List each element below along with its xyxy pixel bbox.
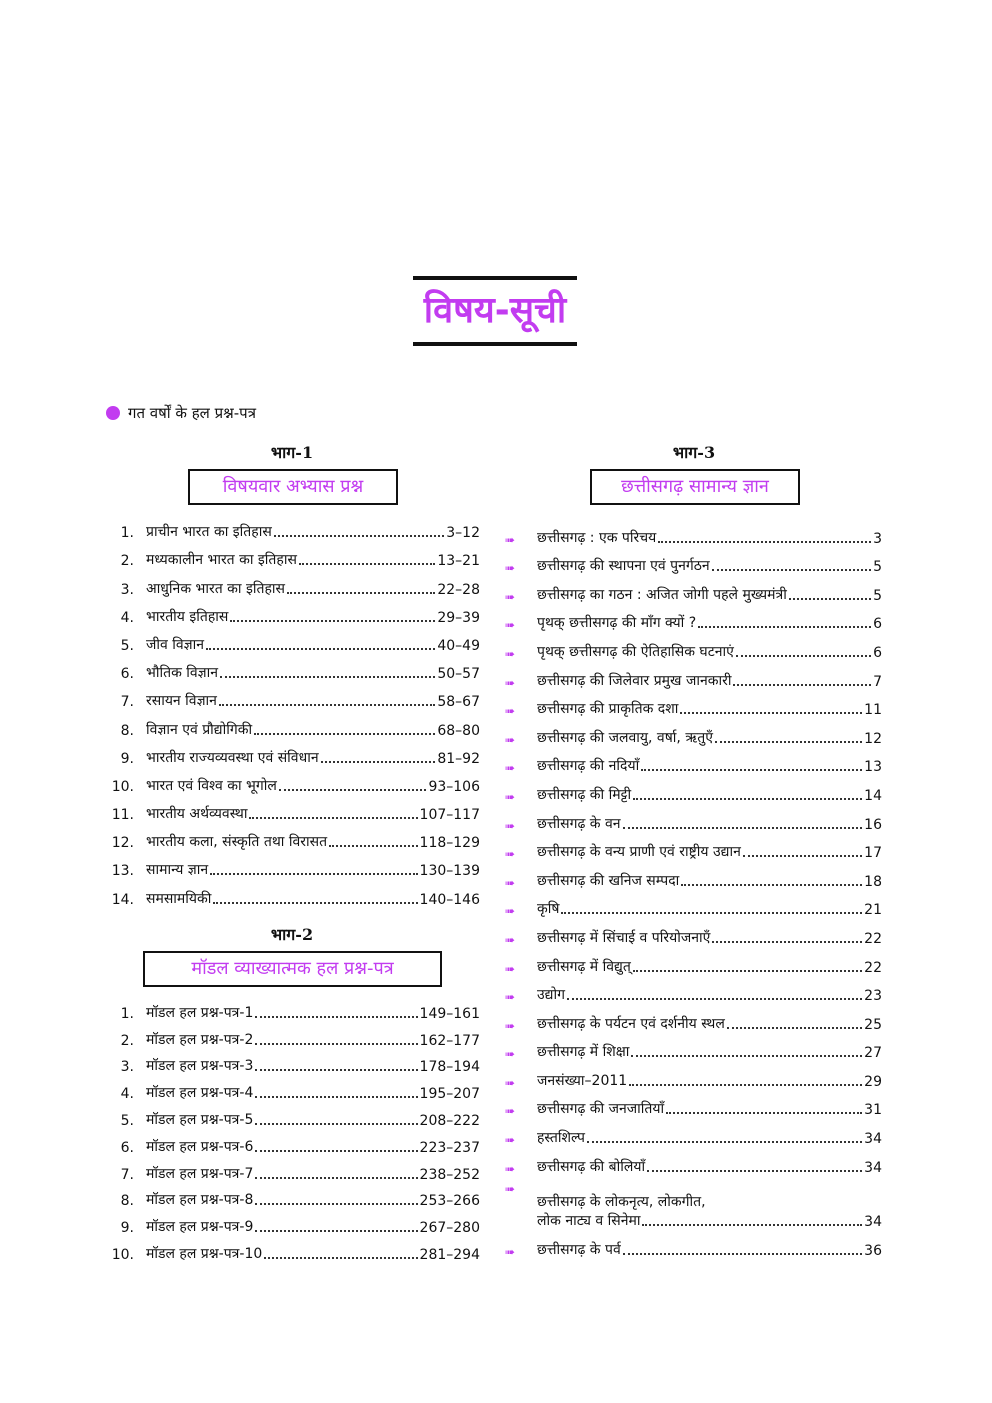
entry-page: 34 xyxy=(864,1213,882,1230)
entry-title: मध्यकालीन भारत का इतिहास xyxy=(146,552,297,569)
entry-page: 36 xyxy=(864,1242,882,1259)
toc-entry xyxy=(505,1090,882,1119)
entry-title: हस्तशिल्प xyxy=(537,1130,585,1147)
toc-entry xyxy=(100,1049,480,1076)
entry-page: 281–294 xyxy=(419,1246,480,1263)
entry-number: 6. xyxy=(120,666,134,683)
toc-entry xyxy=(100,654,480,682)
arrow-bullet-icon: ➠ xyxy=(505,1075,516,1090)
toc-entry xyxy=(100,1156,480,1183)
entry-page: 81–92 xyxy=(437,750,480,767)
entry-title-cont: लोक नाट्य व सिनेमा xyxy=(537,1212,641,1229)
arrow-bullet-icon: ➠ xyxy=(505,1244,516,1259)
entry-title: पृथक् छत्तीसगढ़ की माँग क्यों ? xyxy=(537,615,697,632)
arrow-bullet-icon: ➠ xyxy=(505,561,516,576)
entry-title: मॉडल हल प्रश्न-पत्र-6 xyxy=(146,1138,254,1155)
dot-leader xyxy=(274,535,444,537)
arrow-bullet-icon: ➠ xyxy=(505,1047,516,1062)
toc-entry xyxy=(505,1033,882,1062)
entry-title: मॉडल हल प्रश्न-पत्र-3 xyxy=(146,1058,254,1075)
entry-title: भारतीय अर्थव्यवस्था xyxy=(146,806,248,823)
entry-title: मॉडल हल प्रश्न-पत्र-9 xyxy=(146,1219,254,1236)
dot-leader xyxy=(254,733,435,735)
entry-title: पृथक् छत्तीसगढ़ की ऐतिहासिक घटनाएं xyxy=(537,643,734,660)
entry-page: 3 xyxy=(873,530,882,547)
entry-title: छत्तीसगढ़ : एक परिचय xyxy=(537,529,657,546)
entry-number: 14. xyxy=(111,891,134,908)
entry-page: 149–161 xyxy=(419,1005,480,1022)
toc-entry xyxy=(100,626,480,654)
dot-leader xyxy=(255,1177,417,1179)
part2-box: मॉडल व्याख्यात्मक हल प्रश्न-पत्र xyxy=(143,951,442,987)
entry-number: 1. xyxy=(120,525,134,542)
entry-title: छत्तीसगढ़ की जनजातियाँ xyxy=(537,1101,665,1118)
entry-page: 195–207 xyxy=(419,1086,480,1103)
part2-list xyxy=(100,995,480,1263)
entry-number: 3. xyxy=(120,1059,134,1076)
entry-title: छत्तीसगढ़ की मिट्टी xyxy=(537,786,632,803)
entry-title: मॉडल हल प्रश्न-पत्र-10 xyxy=(146,1245,263,1262)
toc-entry xyxy=(100,1236,480,1263)
entry-title: छत्तीसगढ़ के वन xyxy=(537,815,621,832)
entry-page: 93–106 xyxy=(428,778,480,795)
part1-box: विषयवार अभ्यास प्रश्न xyxy=(188,469,398,505)
entry-page: 14 xyxy=(864,787,882,804)
arrow-bullet-icon: ➠ xyxy=(505,789,516,804)
toc-entry xyxy=(100,879,480,907)
entry-title: आधुनिक भारत का इतिहास xyxy=(146,580,285,597)
entry-page: 16 xyxy=(864,816,882,833)
entry-page: 5 xyxy=(873,559,882,576)
toc-entry xyxy=(100,541,480,569)
entry-title: मॉडल हल प्रश्न-पत्र-4 xyxy=(146,1085,254,1102)
part2-label: भाग-2 xyxy=(270,925,314,944)
entry-number: 10. xyxy=(111,778,134,795)
entry-page: 22–28 xyxy=(437,581,480,598)
entry-page: 17 xyxy=(864,845,882,862)
toc-entry xyxy=(100,995,480,1022)
toc-entry xyxy=(505,1061,882,1090)
dot-leader xyxy=(743,855,862,857)
dot-leader xyxy=(629,1084,862,1086)
toc-entry xyxy=(505,833,882,862)
dot-leader xyxy=(264,1257,417,1259)
toc-entry xyxy=(100,1075,480,1102)
dot-leader xyxy=(567,998,862,1000)
entry-page: 140–146 xyxy=(419,891,480,908)
entry-title: जीव विज्ञान xyxy=(146,636,205,653)
arrow-bullet-icon: ➠ xyxy=(505,704,516,719)
entry-page: 7 xyxy=(873,673,882,690)
entry-number: 4. xyxy=(120,1086,134,1103)
toc-entry xyxy=(505,976,882,1005)
arrow-bullet-icon: ➠ xyxy=(505,847,516,862)
entry-number: 7. xyxy=(120,694,134,711)
entry-page: 162–177 xyxy=(419,1032,480,1049)
toc-entry xyxy=(100,682,480,710)
dot-leader xyxy=(249,817,417,819)
arrow-bullet-icon: ➠ xyxy=(505,818,516,833)
entry-page: 11 xyxy=(864,702,882,719)
arrow-bullet-icon: ➠ xyxy=(505,732,516,747)
entry-page: 3–12 xyxy=(446,525,480,542)
entry-title: छत्तीसगढ़ में विद्युत् xyxy=(537,958,631,975)
entry-number: 8. xyxy=(120,722,134,739)
part3-box: छत्तीसगढ़ सामान्य ज्ञान xyxy=(590,469,800,505)
entry-page: 238–252 xyxy=(419,1166,480,1183)
entry-title: छत्तीसगढ़ की नदियाँ xyxy=(537,758,640,775)
entry-title: छत्तीसगढ़ के वन्य प्राणी एवं राष्ट्रीय उद्यान xyxy=(537,844,741,861)
entry-page: 21 xyxy=(864,902,882,919)
arrow-bullet-icon: ➠ xyxy=(505,589,516,604)
entry-title: छत्तीसगढ़ का गठन : अजित जोगी पहले मुख्यमंत्री xyxy=(537,586,787,603)
toc-entry xyxy=(505,890,882,919)
entry-title: रसायन विज्ञान xyxy=(146,693,217,710)
entry-title: भौतिक विज्ञान xyxy=(146,665,219,682)
entry-title: मॉडल हल प्रश्न-पत्र-7 xyxy=(146,1165,254,1182)
entry-title: छत्तीसगढ़ के पर्व xyxy=(537,1241,621,1258)
dot-leader xyxy=(631,1055,862,1057)
dot-leader xyxy=(255,1150,417,1152)
entry-title: मॉडल हल प्रश्न-पत्र-2 xyxy=(146,1031,254,1048)
toc-entry xyxy=(100,1102,480,1129)
toc-entry xyxy=(100,851,480,879)
toc-entry xyxy=(100,823,480,851)
arrow-bullet-icon: ➠ xyxy=(505,990,516,1005)
dot-leader xyxy=(789,598,871,600)
entry-page: 29 xyxy=(864,1073,882,1090)
dot-leader xyxy=(623,1253,862,1255)
entry-number: 5. xyxy=(120,637,134,654)
entry-page: 5 xyxy=(873,587,882,604)
dot-leader xyxy=(255,1043,417,1045)
arrow-bullet-icon: ➠ xyxy=(505,904,516,919)
dot-leader xyxy=(681,884,862,886)
title-frame xyxy=(413,276,577,346)
part3-label: भाग-3 xyxy=(672,443,716,462)
dot-leader xyxy=(623,827,863,829)
entry-title: उद्योग xyxy=(537,987,565,1004)
entry-page: 58–67 xyxy=(437,694,480,711)
entry-number: 3. xyxy=(120,581,134,598)
toc-entry xyxy=(100,710,480,738)
toc-entry xyxy=(505,1004,882,1033)
entry-page: 31 xyxy=(864,1102,882,1119)
entry-title: छत्तीसगढ़ की जलवायु, वर्षा, ऋतुएँ xyxy=(537,729,713,746)
toc-entry xyxy=(100,1022,480,1049)
toc-entry xyxy=(100,739,480,767)
toc-entry xyxy=(505,661,882,690)
dot-leader xyxy=(733,684,871,686)
dot-leader xyxy=(666,1112,862,1114)
dot-leader xyxy=(698,626,871,628)
entry-page: 107–117 xyxy=(419,807,480,824)
entry-page: 22 xyxy=(864,930,882,947)
arrow-bullet-icon: ➠ xyxy=(505,761,516,776)
entry-page: 18 xyxy=(864,873,882,890)
entry-title: सामान्य ज्ञान xyxy=(146,862,209,879)
entry-number: 9. xyxy=(120,1220,134,1237)
entry-title: कृषि xyxy=(537,901,560,918)
entry-title: छत्तीसगढ़ की खनिज सम्पदा xyxy=(537,872,680,889)
entry-page: 27 xyxy=(864,1045,882,1062)
arrow-bullet-icon: ➠ xyxy=(505,1104,516,1119)
page-title: विषय-सूची xyxy=(423,290,567,331)
toc-entry xyxy=(100,598,480,626)
arrow-bullet-icon: ➠ xyxy=(505,961,516,976)
entry-page: 6 xyxy=(873,644,882,661)
entry-page: 178–194 xyxy=(419,1059,480,1076)
toc-entry xyxy=(505,690,882,719)
dot-leader xyxy=(633,970,862,972)
entry-title: समसामयिकी xyxy=(146,890,212,907)
dot-leader xyxy=(633,798,862,800)
arrow-bullet-icon: ➠ xyxy=(505,1133,516,1148)
dot-leader xyxy=(299,563,435,565)
toc-entry xyxy=(505,575,882,604)
toc-entry xyxy=(505,632,882,661)
toc-entry xyxy=(505,1118,882,1147)
toc-entry xyxy=(505,947,882,976)
entry-page: 34 xyxy=(864,1131,882,1148)
dot-leader xyxy=(680,712,862,714)
dot-leader xyxy=(255,1230,417,1232)
entry-page: 13–21 xyxy=(437,553,480,570)
toc-entry xyxy=(505,1176,882,1230)
toc-entry xyxy=(100,1183,480,1210)
dot-leader xyxy=(727,1027,862,1029)
part1-label: भाग-1 xyxy=(270,443,314,462)
entry-title: जनसंख्या–2011 xyxy=(537,1072,628,1089)
entry-number: 5. xyxy=(120,1112,134,1129)
entry-number: 2. xyxy=(120,553,134,570)
entry-title: भारतीय इतिहास xyxy=(146,608,229,625)
entry-page: 6 xyxy=(873,616,882,633)
entry-title: छत्तीसगढ़ की प्राकृतिक दशा xyxy=(537,701,679,718)
arrow-bullet-icon: ➠ xyxy=(505,1018,516,1033)
entry-page: 118–129 xyxy=(419,835,480,852)
dot-leader xyxy=(279,789,427,791)
dot-leader xyxy=(642,1224,862,1226)
entry-title: छत्तीसगढ़ की स्थापना एवं पुनर्गठन xyxy=(537,558,710,575)
entry-page: 34 xyxy=(864,1159,882,1176)
dot-leader xyxy=(230,620,435,622)
dot-leader xyxy=(255,1203,417,1205)
entry-page: 223–237 xyxy=(419,1139,480,1156)
entry-page: 29–39 xyxy=(437,609,480,626)
arrow-bullet-icon: ➠ xyxy=(505,1161,516,1176)
entry-title: छत्तीसगढ़ के लोकनृत्य, लोकगीत, xyxy=(537,1193,706,1210)
toc-entry xyxy=(100,767,480,795)
dot-leader xyxy=(715,741,862,743)
entry-title: छत्तीसगढ़ में सिंचाई व परियोजनाएँ xyxy=(537,929,711,946)
entry-number: 10. xyxy=(111,1246,134,1263)
dot-leader xyxy=(658,541,871,543)
part3-list xyxy=(505,518,882,1259)
toc-entry xyxy=(505,1147,882,1176)
dot-leader xyxy=(213,902,417,904)
entry-number: 7. xyxy=(120,1166,134,1183)
entry-title-line2 xyxy=(537,1211,882,1230)
entry-page: 208–222 xyxy=(419,1112,480,1129)
toc-entry xyxy=(100,569,480,597)
section-heading xyxy=(106,403,256,423)
dot-leader xyxy=(561,912,862,914)
dot-leader xyxy=(712,941,862,943)
entry-number: 9. xyxy=(120,750,134,767)
entry-title: मॉडल हल प्रश्न-पत्र-1 xyxy=(146,1004,254,1021)
dot-leader xyxy=(210,873,417,875)
entry-page: 253–266 xyxy=(419,1193,480,1210)
entry-page: 13 xyxy=(864,759,882,776)
dot-leader xyxy=(641,769,862,771)
toc-entry xyxy=(100,795,480,823)
entry-title: छत्तीसगढ़ में शिक्षा xyxy=(537,1044,630,1061)
toc-entry xyxy=(505,604,882,633)
entry-title: छत्तीसगढ़ की बोलियाँ xyxy=(537,1158,646,1175)
dot-leader xyxy=(255,1069,417,1071)
entry-number: 13. xyxy=(111,863,134,880)
arrow-bullet-icon: ➠ xyxy=(505,875,516,890)
entry-page: 40–49 xyxy=(437,637,480,654)
arrow-bullet-icon: ➠ xyxy=(505,618,516,633)
dot-leader xyxy=(736,655,871,657)
dot-leader xyxy=(206,648,435,650)
part1-list xyxy=(100,513,480,908)
arrow-bullet-icon: ➠ xyxy=(505,646,516,661)
entry-title: भारतीय राज्यव्यवस्था एवं संविधान xyxy=(146,749,319,766)
entry-title: भारतीय कला, संस्कृति तथा विरासत xyxy=(146,834,328,851)
entry-number: 4. xyxy=(120,609,134,626)
arrow-bullet-icon: ➠ xyxy=(505,532,516,547)
toc-entry xyxy=(505,1230,882,1259)
entry-title: मॉडल हल प्रश्न-पत्र-8 xyxy=(146,1192,254,1209)
section-heading-text: गत वर्षों के हल प्रश्न-पत्र xyxy=(128,404,256,422)
toc-entry xyxy=(505,547,882,576)
entry-page: 22 xyxy=(864,959,882,976)
entry-title: प्राचीन भारत का इतिहास xyxy=(146,524,272,541)
toc-entry xyxy=(100,513,480,541)
entry-page: 23 xyxy=(864,988,882,1005)
entry-page: 25 xyxy=(864,1016,882,1033)
dot-leader xyxy=(255,1123,417,1125)
arrow-bullet-icon: ➠ xyxy=(505,932,516,947)
toc-entry xyxy=(505,518,882,547)
dot-leader xyxy=(647,1170,862,1172)
entry-page: 12 xyxy=(864,730,882,747)
dot-leader xyxy=(219,704,435,706)
entry-number: 8. xyxy=(120,1193,134,1210)
entry-number: 12. xyxy=(111,835,134,852)
dot-leader xyxy=(255,1096,417,1098)
toc-entry xyxy=(505,804,882,833)
toc-entry xyxy=(100,1209,480,1236)
bullet-icon xyxy=(106,406,120,420)
toc-entry xyxy=(505,861,882,890)
entry-page: 68–80 xyxy=(437,722,480,739)
arrow-bullet-icon: ➠ xyxy=(505,675,516,690)
entry-number: 1. xyxy=(120,1005,134,1022)
entry-number: 11. xyxy=(111,807,134,824)
entry-title-multiline xyxy=(537,1192,882,1230)
entry-page: 130–139 xyxy=(419,863,480,880)
entry-title: मॉडल हल प्रश्न-पत्र-5 xyxy=(146,1111,254,1128)
entry-number: 6. xyxy=(120,1139,134,1156)
toc-entry xyxy=(505,747,882,776)
arrow-bullet-icon: ➠ xyxy=(505,1181,516,1196)
dot-leader xyxy=(321,761,436,763)
dot-leader xyxy=(287,592,435,594)
dot-leader xyxy=(712,569,871,571)
entry-title: भारत एवं विश्व का भूगोल xyxy=(146,777,277,794)
dot-leader xyxy=(329,845,417,847)
entry-title: विज्ञान एवं प्रौद्योगिकी xyxy=(146,721,253,738)
toc-entry xyxy=(100,1129,480,1156)
dot-leader xyxy=(220,676,435,678)
entry-title: छत्तीसगढ़ के पर्यटन एवं दर्शनीय स्थल xyxy=(537,1015,725,1032)
toc-entry xyxy=(505,918,882,947)
entry-number: 2. xyxy=(120,1032,134,1049)
toc-entry xyxy=(505,718,882,747)
dot-leader xyxy=(587,1141,862,1143)
toc-entry xyxy=(505,775,882,804)
entry-title: छत्तीसगढ़ की जिलेवार प्रमुख जानकारी xyxy=(537,672,732,689)
dot-leader xyxy=(255,1016,417,1018)
entry-page: 267–280 xyxy=(419,1220,480,1237)
entry-page: 50–57 xyxy=(437,666,480,683)
